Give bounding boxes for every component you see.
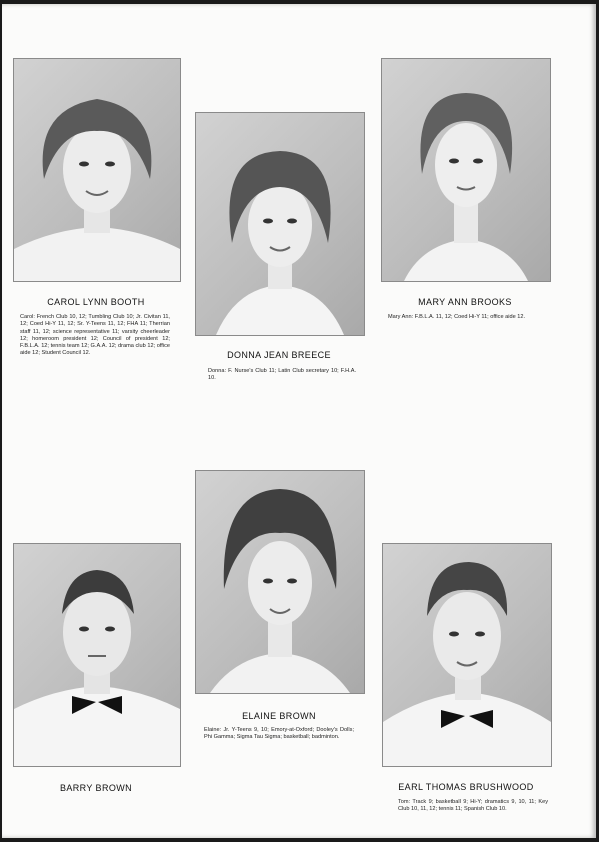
student-bio-carol-booth: Carol: French Club 10, 12; Tumbling Club 10; Jr. Civitan 11, 12; Coed Hi-Y 11, 12; Sr. Y-Teens 11, 12; FHA 11; Therrian staff 11, 12; science representative 11; varsity cheerleader 12; homeroom president 12; Council of president 12; F.B.L.A. 12; tennis team 12; G.A.A. 12; drama club 12; office aide 12; Student Council 12. [20, 314, 170, 357]
student-bio-elaine-brown: Elaine: Jr. Y-Teens 9, 10; Emory-at-Oxford; Dooley's Dolls; Phi Gamma; Sigma Tau Sigma; basketball; badminton. [204, 727, 354, 741]
portrait-photo-barry-brown [13, 543, 181, 767]
student-name-carol-booth: CAROL LYNN BOOTH [47, 297, 145, 307]
student-bio-donna-breece: Donna: F. Nurse's Club 11; Latin Club secretary 10; F.H.A. 10. [208, 368, 356, 382]
portrait-photo-carol-booth [13, 58, 181, 282]
portrait-photo-donna-breece [195, 112, 365, 336]
student-name-earl-brushwood: EARL THOMAS BRUSHWOOD [398, 782, 534, 792]
portrait-photo-earl-brushwood [382, 543, 552, 767]
student-name-elaine-brown: ELAINE BROWN [242, 711, 316, 721]
student-name-mary-brooks: MARY ANN BROOKS [418, 297, 512, 307]
student-name-donna-breece: DONNA JEAN BREECE [227, 350, 331, 360]
portrait-photo-mary-brooks [381, 58, 551, 282]
student-bio-mary-brooks: Mary Ann: F.B.L.A. 11, 12; Coed Hi-Y 11; office aide 12. [388, 314, 526, 320]
portrait-photo-elaine-brown [195, 470, 365, 694]
student-name-barry-brown: BARRY BROWN [59, 783, 133, 793]
student-bio-earl-brushwood: Tom: Track 9; basketball 9; Hi-Y; dramatics 9, 10, 11; Key Club 10, 11, 12; tennis 11; Spanish Club 10. [398, 799, 548, 813]
yearbook-page [2, 4, 596, 838]
